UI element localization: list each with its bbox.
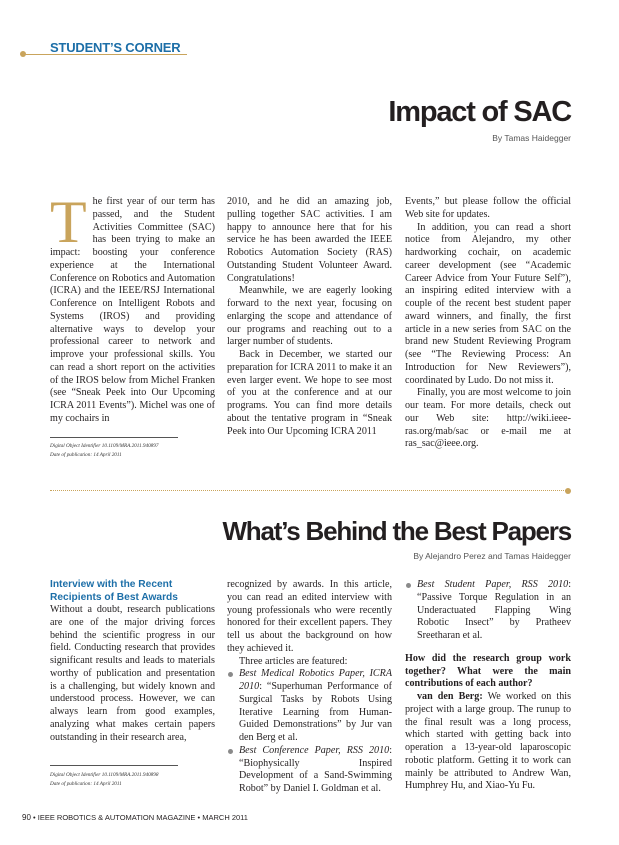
paragraph: In addition, you can read a short notice from Alejandro, my other hardworking cochair, on academic career development (see “Academic Career Advice from Your Future Self”), an inspiring edited interview with a couple of the recent best student paper award winners, and finally, the first article in a new series from SAC on the brand new Student Reviewing Program (see “The Reviewing Process: An Introduction for New Reviewers”), coordinated by Ludo. Do not miss it. [405,221,571,386]
page-footer [22,813,248,822]
article2-column-3 [405,579,571,793]
drop-cap: T [50,189,87,255]
award-list [405,579,571,643]
article2-column-1 [50,579,215,744]
section-divider [50,490,566,491]
article1-col1-text: he first year of our term has passed, and the Student Activities Committee (SAC) has been trying to make an impact: boosting your conference experience at the International Conference on Robotics and Automation (ICRA) and the IEEE/RSJ International Conference on Intelligent Robots and Systems (IROS) and providing alternative ways to develop your professional career to network and improve your professional skills. You can read a short report on the activities of the IROS below from Michel Franken (see “Sneak Peek into Our Upcoming ICRA 2011 Events”). Michel was one of my cochairs in [50,196,215,424]
paragraph: Without a doubt, research publications are one of the major driving forces behind the scientific progress in our field. Conducting research that provides significant results and leads to materials worthy of publication and presentation is a challenging, but widely known and understood process. However, we can always learn from good examples, analyzing what makes certain papers outstanding in their research area, [50,604,215,743]
article2-column-2 [227,579,392,796]
separator: • [197,813,201,822]
article1-column-3 [405,196,571,451]
magazine-name: IEEE ROBOTICS & AUTOMATION MAGAZINE [37,813,196,822]
footnote-rule [50,765,178,766]
award-item: Best Medical Robotics Paper, ICRA 2010: “Superhuman Performance of Surgical Tasks by Robots Using Iterative Learning from Human-Guided Demonstrations” by Jur van den Berg et al. [227,668,392,745]
doi: Digital Object Identifier 10.1109/MRA.2011.940897 [50,443,159,449]
section-label: STUDENT’S CORNER [50,40,181,55]
divider-dot [565,488,571,494]
interview-answer: van den Berg: We worked on this project with a large group. The runup to the final result was a long process, which started with getting back into operation a 13-year-old laparoscopic robotic platform. Getting it to work can mainly be attributed to Andrew Wan, Humphrey Hu, and Xiao-Yu Fu. [405,691,571,792]
separator: • [33,813,36,822]
subheading: Interview with the Recent Recipients of Best Awards [50,579,178,603]
paragraph: 2010, and he did an amazing job, pulling together SAC activities. I am happy to announce here that for his service he has been awarded the IEEE Robotics Automation Society (RAS) Outstanding Student Volunteer Award. Congratulations! [227,196,392,284]
article-byline: By Alejandro Perez and Tamas Haidegger [413,551,571,561]
paragraph: Events,” but please follow the official Web site for updates. [405,196,571,220]
pub-date: Date of publication: 14 April 2011 [50,781,122,787]
award-list [227,668,392,796]
article1-column-2 [227,196,392,438]
footnote [50,442,215,460]
award-item: Best Student Paper, RSS 2010: “Passive Torque Regulation in an Underactuated Flapping Wing Robotic Insect” by Pratheev Sreetharan et al. [405,579,571,643]
interview-question: How did the research group work together? What were the main contributions of each author? [405,652,571,690]
article-byline: By Tamas Haidegger [492,133,571,143]
article-title: What’s Behind the Best Papers [222,516,571,546]
footnote [50,771,215,789]
doi: Digital Object Identifier 10.1109/MRA.2011.940898 [50,772,159,778]
issue-date: MARCH 2011 [202,813,248,822]
paragraph: Meanwhile, we are eagerly looking forward to the next year, focusing on enlarging the scope and attendance of our programs and reaching out to a larger number of students. [227,285,392,348]
paragraph: Back in December, we started our preparation for ICRA 2011 to make it an even larger event. We hope to see most of you at the conference and at our programs. You can find more details about the tentative program in “Sneak Peek into Our Upcoming ICRA 2011 [227,349,392,437]
pub-date: Date of publication: 14 April 2011 [50,452,122,458]
paragraph: Finally, you are most welcome to join our team. For more details, check out our Web site: http://wiki.ieee-ras.org/mab/sac or e-mail me at ras_sac@ieee.org. [405,387,571,450]
header-rule [22,54,187,55]
paragraph: Three articles are featured: [239,655,348,667]
article-title: Impact of SAC [388,96,571,128]
award-item: Best Conference Paper, RSS 2010: “Biophysically Inspired Development of a Sand-Swimming Robot” by Daniel I. Goldman et al. [227,745,392,796]
page-number: 90 [22,813,31,822]
footnote-rule [50,437,178,438]
article1-column-1 [50,189,215,426]
paragraph: recognized by awards. In this article, you can read an edited interview with young professionals who were recently honored for their excellent papers. They tell us about the background on how they achieved it. [227,579,392,654]
